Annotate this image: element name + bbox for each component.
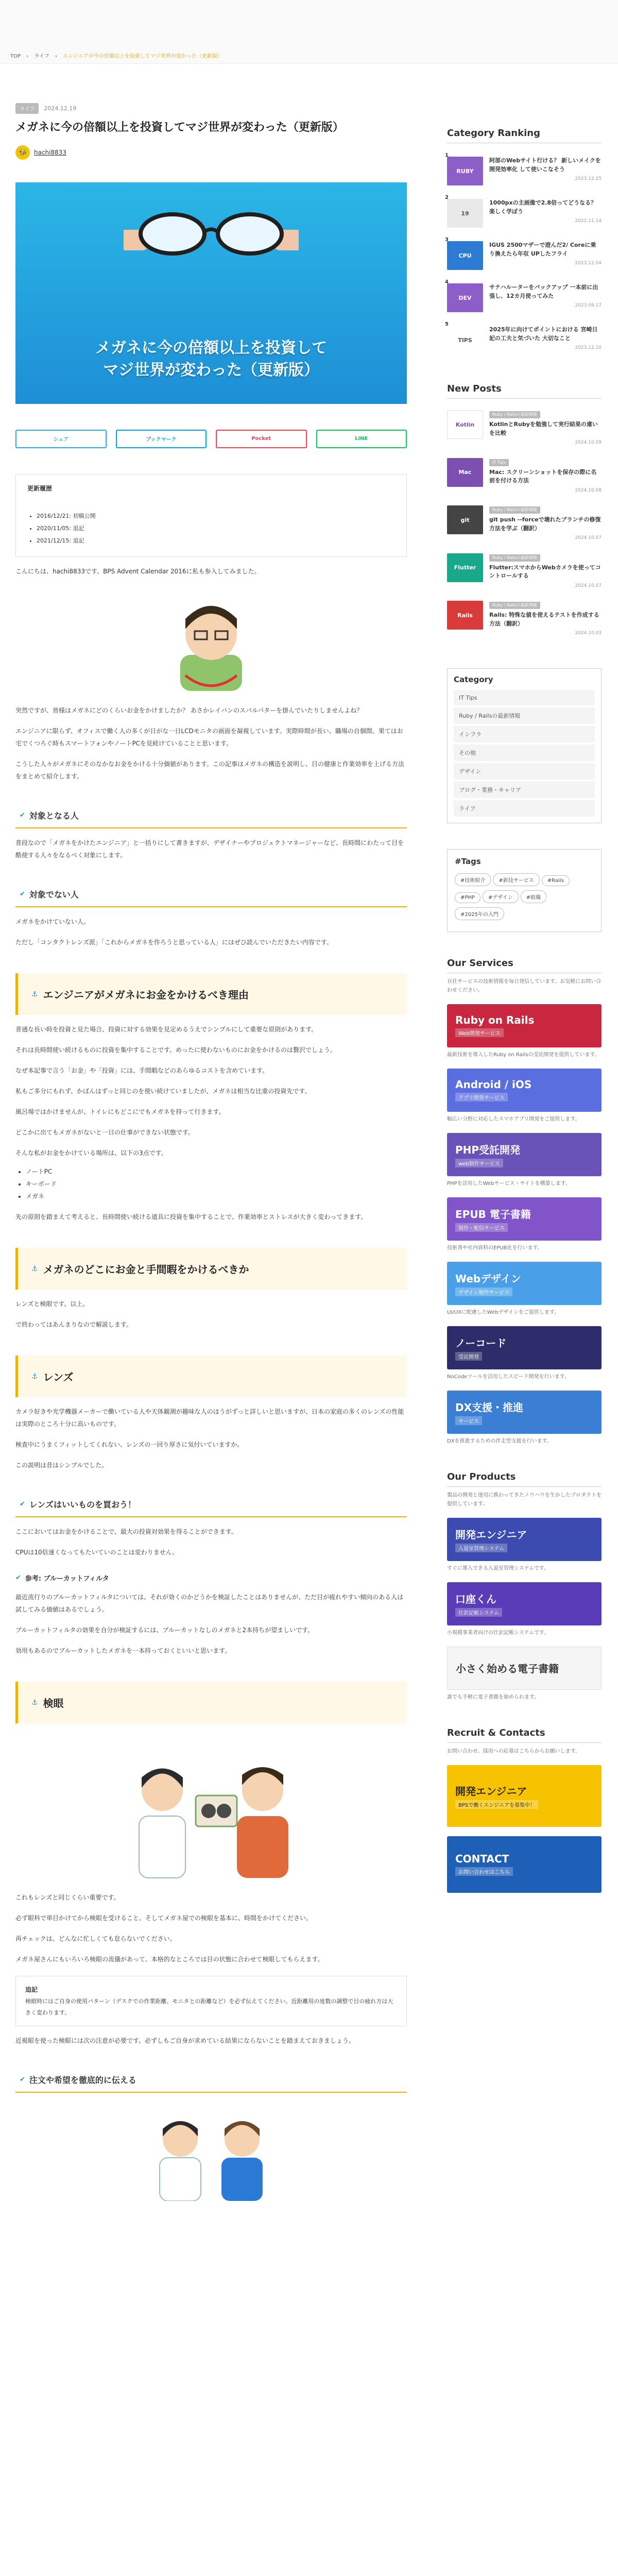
new-post-title[interactable]: git push --forceで壊れたブランチの修復方法を学ぶ（翻訳） bbox=[489, 516, 601, 532]
share-line-button[interactable]: LINE bbox=[316, 430, 407, 448]
paragraph: なぜ本記事で言う「お金」や「投資」には、手間暇などのあらゆるコストを含めています。 bbox=[15, 1067, 269, 1075]
hero-line-2: マジ世界が変わった（更新版） bbox=[103, 361, 319, 380]
breadcrumb-sep: › bbox=[55, 54, 57, 59]
service-banner-sub: デザイン制作サービス bbox=[455, 1287, 512, 1296]
check-icon: ✔ bbox=[20, 1500, 25, 1509]
rank-number: 5 bbox=[445, 321, 449, 327]
ranking-title-text[interactable]: サテハルーターをバックアップ 一本前に出張し、12カ月使ってみた bbox=[489, 284, 598, 299]
service-banner[interactable] bbox=[447, 1262, 602, 1305]
service-banner-sub: web制作サービス bbox=[455, 1159, 503, 1167]
product-banner-sub: 入退室管理システム bbox=[455, 1544, 507, 1552]
new-post-item[interactable] bbox=[447, 601, 602, 637]
new-post-item[interactable] bbox=[447, 505, 602, 542]
paragraph: 近視眼を使った検眼には次の注意が必要です。必ずしもご自身が求めている結果にならないことを踏まえておきましょう。 bbox=[15, 2037, 355, 2045]
product-banner-title: 開発エンジニア bbox=[455, 1528, 527, 1541]
breadcrumb bbox=[0, 0, 618, 64]
breadcrumb-home[interactable]: TOP bbox=[10, 54, 21, 59]
tag-pill[interactable]: #デザイン bbox=[483, 890, 519, 903]
service-banner-title: Android / iOS bbox=[455, 1078, 532, 1091]
products-title: Our Products bbox=[447, 1471, 602, 1487]
paragraph: 必ず眼科で単目かけてから検眼を受けること。そしてメガネ屋での検眼を基本に、時間をかけてください。 bbox=[15, 1914, 313, 1922]
anchor-icon: ⚓ bbox=[31, 990, 38, 998]
recruit-intro: お問い合わせ、採用への応募はこちらからお願いします。 bbox=[447, 1748, 580, 1754]
new-post-tag[interactable]: Ruby / Railsの最新情報 bbox=[489, 411, 540, 418]
ranking-date: 2023.12.04 bbox=[575, 261, 602, 266]
paragraph: 再チェックは、どんなに忙しくても怠らないでください。 bbox=[15, 1935, 176, 1943]
new-posts-title: New Posts bbox=[447, 383, 602, 399]
tag-pill[interactable]: #新技サービス bbox=[493, 873, 539, 886]
list-item: • ノートPC bbox=[26, 1165, 407, 1178]
new-post-item[interactable] bbox=[447, 553, 602, 590]
ranking-title: Category Ranking bbox=[447, 128, 602, 143]
breadcrumb-cat[interactable]: ライフ bbox=[34, 54, 49, 59]
eye-exam-illustration bbox=[118, 1739, 304, 1883]
paragraph: これもレンズと同じくらい重要です。 bbox=[15, 1894, 120, 1902]
paragraph: CPUは10倍速くなってもたいていのことは変わりません。 bbox=[15, 1549, 179, 1556]
heading-order: ✔ 注文や希望を徹底的に伝える bbox=[15, 2067, 407, 2093]
contact-banner-sub: お問い合わせはこちら bbox=[455, 1867, 513, 1876]
service-banner[interactable] bbox=[447, 1326, 602, 1369]
share-pocket-button[interactable]: Pocket bbox=[216, 430, 307, 448]
tag-pill[interactable]: #技術紹介 bbox=[455, 873, 491, 886]
heading-lens: ⚓ レンズ bbox=[15, 1355, 407, 1397]
anchor-icon: ⚓ bbox=[31, 1264, 38, 1273]
new-post-body bbox=[489, 458, 602, 495]
paragraph: 最近流行りのブルーカットフィルタについては、それが効くのかどうかを検証したことはありませんが、ただ目が疲れやすい傾向のある人は試してみる価値はあるでしょう。 bbox=[15, 1594, 404, 1614]
paragraph: 効用もあるのでブルーカットしたメガネを一本持っておくといいと思います。 bbox=[15, 1647, 231, 1655]
service-banner-title: EPUB 電子書籍 bbox=[455, 1208, 531, 1221]
service-banner[interactable] bbox=[447, 1133, 602, 1176]
new-post-item[interactable] bbox=[447, 458, 602, 495]
post-date: 2024.12.19 bbox=[44, 105, 77, 112]
sidebar bbox=[447, 64, 602, 1893]
service-caption: DXを推進するための伴走型支援を行います。 bbox=[447, 1438, 552, 1444]
category-item[interactable]: デザイン bbox=[454, 763, 595, 779]
tag-pill[interactable]: #PHP bbox=[455, 892, 480, 903]
category-item[interactable]: IT Tips bbox=[454, 690, 595, 705]
category-title: Category bbox=[454, 674, 493, 684]
service-banner-title: PHP受託開発 bbox=[455, 1143, 521, 1156]
avatar: 🐝 bbox=[15, 145, 30, 160]
ranking-item[interactable] bbox=[445, 279, 602, 312]
paragraph: 検査中にうまくフィットしてくれない、レンズの一回り厚さに気付いていますか。 bbox=[15, 1441, 244, 1449]
ranking-date: 2023.12.25 bbox=[575, 176, 602, 181]
service-banner[interactable] bbox=[447, 1069, 602, 1112]
share-twitter-button[interactable]: シェア bbox=[15, 430, 107, 448]
recruit-title: Recruit & Contacts bbox=[447, 1727, 602, 1743]
tag-pill[interactable]: #Rails bbox=[542, 875, 570, 886]
new-post-item[interactable] bbox=[447, 410, 602, 447]
new-post-body bbox=[489, 410, 602, 447]
page-title: メガネに今の倍額以上を投資してマジ世界が変わった（更新版） bbox=[15, 121, 344, 134]
ranking-thumbnail[interactable]: RUBY bbox=[447, 157, 483, 185]
services-title: Our Services bbox=[447, 958, 602, 973]
paragraph: 突然ですが、皆様はメガネにどのくらいお金をかけましたか？ あさかレイバンのスパルパターを掛んでいたりしませんよね？ bbox=[15, 707, 363, 715]
anchor-icon: ⚓ bbox=[31, 1698, 38, 1707]
new-post-thumbnail[interactable]: Flutter bbox=[447, 553, 483, 582]
paragraph: それは長時間使い続けるものに投資を集中することです。めったに使わないものにお金をかけるのは贅沢でしょう。 bbox=[15, 1046, 336, 1054]
ranking-date: 2023.12.10 bbox=[575, 345, 602, 350]
paragraph: で終わってはあんまりなので解説します。 bbox=[15, 1321, 132, 1329]
service-banner[interactable] bbox=[447, 1004, 602, 1047]
ranking-thumbnail[interactable]: TIPS bbox=[447, 326, 483, 354]
tag-pill[interactable]: #組織 bbox=[521, 890, 546, 903]
new-posts-list bbox=[447, 410, 602, 637]
new-post-body bbox=[489, 553, 602, 590]
ranking-body bbox=[489, 283, 602, 312]
paragraph: 普通な長い時を投資と見た場合、投資に対する効果を見定めるうえでシンプルにして重要な原則があります。 bbox=[15, 1026, 318, 1033]
product-banner-title: 小さく始める電子書籍 bbox=[456, 1663, 559, 1675]
service-banner-title: Ruby on Rails bbox=[455, 1014, 535, 1026]
heading-nontarget: ✔ 対象でない人 bbox=[15, 882, 407, 907]
new-post-tag[interactable]: Ruby / Railsの最新情報 bbox=[489, 554, 540, 562]
update-history-title: 更新履歴 bbox=[27, 484, 53, 492]
share-buttons bbox=[15, 430, 407, 448]
paragraph: メガネをかけていない人。 bbox=[15, 918, 90, 926]
callout-label: 追記 bbox=[25, 1986, 38, 1994]
heading-value: ✔ レンズはいいものを買おう！ bbox=[15, 1492, 407, 1517]
share-hatena-button[interactable]: ブックマーク bbox=[116, 430, 207, 448]
recruit-banner-title: 開発エンジニア bbox=[455, 1785, 527, 1798]
ranking-item[interactable] bbox=[445, 195, 602, 228]
service-caption: 最新技術を導入したRuby on Railsの受託開発を提供しています。 bbox=[447, 1052, 600, 1058]
contact-banner-title: CONTACT bbox=[455, 1853, 509, 1865]
product-caption: 誰でも手軽に電子書籍を始められます。 bbox=[447, 1694, 540, 1700]
check-icon: ✔ bbox=[20, 811, 25, 820]
ranking-body bbox=[489, 326, 602, 354]
product-banner[interactable] bbox=[447, 1647, 602, 1690]
new-post-thumbnail[interactable]: Mac bbox=[447, 458, 483, 487]
service-caption: UI/UXに配慮したWebデザインをご提供します。 bbox=[447, 1309, 560, 1315]
new-post-thumbnail[interactable]: git bbox=[447, 505, 483, 534]
tags-title: #Tags bbox=[455, 856, 481, 866]
new-post-date: 2024.10.07 bbox=[575, 583, 602, 588]
new-post-date: 2024.10.08 bbox=[575, 487, 602, 493]
intro-text: こんにちは、hachi8833です。BPS Advent Calendar 2016に私も参入してみました。 bbox=[15, 568, 261, 575]
hero-caption bbox=[15, 337, 407, 382]
services-intro: 自社サービスの技術情報を毎日発信しています。お気軽にお問い合わせください。 bbox=[447, 978, 602, 993]
service-banner-sub: Web開発サービス bbox=[455, 1028, 504, 1037]
tag-pill[interactable]: #2025年の入門 bbox=[455, 907, 504, 920]
ranking-body bbox=[489, 241, 602, 270]
category-item[interactable]: ブログ・業務・キャリア bbox=[454, 782, 595, 798]
new-post-body bbox=[489, 601, 602, 637]
list-item: • 2016/12/21: 初稿公開 bbox=[37, 510, 395, 522]
paragraph: どこかに出てもメガネがないと一日の仕事ができない状態です。 bbox=[15, 1129, 195, 1137]
new-post-title[interactable]: KotlinとRubyを勉強して実行結果の違いを比較 bbox=[489, 421, 598, 436]
new-post-title[interactable]: Rails: 特殊な値を使えるテストを作成する方法（翻訳） bbox=[489, 612, 599, 627]
list-item: • キーボード bbox=[26, 1178, 407, 1190]
check-icon: ✔ bbox=[20, 890, 25, 899]
author-info bbox=[15, 145, 407, 160]
service-banner-sub: 受託開発 bbox=[455, 1352, 482, 1361]
service-banner-title: ノーコード bbox=[455, 1336, 507, 1349]
ranking-body bbox=[489, 157, 602, 185]
ranking-title-text[interactable]: IGUS 2500マザーで遊んだ2/ Coreに乗り換えたら年収 UPしたフライ bbox=[489, 242, 596, 257]
heading-where: ⚓ メガネのどこにお金と手間暇をかけるべきか bbox=[15, 1248, 407, 1290]
ranking-thumbnail[interactable]: 19 bbox=[447, 199, 483, 228]
service-caption: 技術書や社内資料のEPUB化を行います。 bbox=[447, 1245, 543, 1251]
rank-number: 1 bbox=[445, 152, 449, 158]
paragraph: そんな私がお金をかけている場所は、以下の3点です。 bbox=[15, 1149, 167, 1157]
recruit-banner-sub: BPSで働くエンジニアを募集中！ bbox=[455, 1800, 538, 1809]
paragraph: 風呂場ではかけませんが、トイレにもどこにでもメガネを持って行きます。 bbox=[15, 1108, 225, 1116]
new-post-tag[interactable]: Ruby / Railsの最新情報 bbox=[489, 602, 540, 609]
category-item[interactable]: その他 bbox=[454, 744, 595, 761]
update-history bbox=[15, 474, 407, 557]
products-intro: 製品の開発と運用に携わってきたノウハウを生かしたプロダクトを提供しています。 bbox=[447, 1492, 602, 1507]
paragraph: ただし「コンタクトレンズ派」「これからメガネを作ろうと思っている人」にはぜひ読んでいただきたい内容です。 bbox=[15, 939, 333, 946]
list-item: • 2020/11/05: 追記 bbox=[37, 522, 395, 535]
category-badge[interactable]: ライフ bbox=[15, 103, 39, 114]
list-item: • 2021/12/15: 追記 bbox=[37, 535, 395, 547]
paragraph: 先の原則を踏まえて考えると、長時間使い続ける道具に投資を集中することで、作業効率とストレスが大きく変わってきます。 bbox=[15, 1213, 367, 1221]
product-banner-title: 口座くん bbox=[455, 1592, 496, 1605]
callout-text: 検眼時にはご自身の使用パターン（デスクでの作業距離、モニタとの距離など）を必ず伝えてください。近距離用の度数の調整で目の疲れ方は大きく変わります。 bbox=[25, 1998, 393, 2016]
new-post-thumbnail[interactable]: Rails bbox=[447, 601, 483, 630]
rank-number: 2 bbox=[445, 195, 449, 200]
glasses-icon bbox=[124, 203, 299, 260]
product-banner[interactable] bbox=[447, 1518, 602, 1561]
heading-reason: ⚓ エンジニアがメガネにお金をかけるべき理由 bbox=[15, 973, 407, 1015]
service-banner[interactable] bbox=[447, 1197, 602, 1241]
category-item[interactable]: ライフ bbox=[454, 800, 595, 817]
anchor-icon: ⚓ bbox=[31, 1372, 38, 1381]
ranking-thumbnail[interactable]: DEV bbox=[447, 283, 483, 312]
breadcrumb-current: エンジニアが今の倍額以上を投資してマジ世界が変わった（更新版） bbox=[63, 54, 222, 59]
ranking-item[interactable] bbox=[445, 237, 602, 270]
contact-banner[interactable] bbox=[447, 1836, 602, 1893]
ranking-body bbox=[489, 199, 602, 228]
category-item[interactable]: インフラ bbox=[454, 726, 595, 742]
new-post-thumbnail[interactable]: Kotlin bbox=[447, 410, 483, 439]
check-icon: ✔ bbox=[20, 2076, 25, 2084]
service-banner-sub: アプリ開発サービス bbox=[455, 1093, 508, 1101]
person-glasses-illustration bbox=[154, 593, 268, 696]
new-post-title[interactable]: Mac: スクリーンショットを保存の際に名前を付ける方法 bbox=[489, 468, 597, 484]
article-main bbox=[15, 64, 407, 2201]
service-banner-sub: サービス bbox=[455, 1416, 482, 1425]
author-name[interactable]: hachi8833 bbox=[34, 148, 67, 156]
paragraph: ここにおいてはお金をかけることで、最大の投資対効果を得ることができます。 bbox=[15, 1528, 237, 1536]
ranking-item[interactable] bbox=[445, 152, 602, 185]
consultation-illustration bbox=[139, 2108, 283, 2201]
service-caption: 幅広い分野に対応したスマホアプリ開発をご提供します。 bbox=[447, 1116, 580, 1122]
service-banner-title: Webデザイン bbox=[455, 1272, 521, 1285]
product-caption: 小規模事業者向けの仕訳記帳システムです。 bbox=[447, 1630, 550, 1636]
heading-target: ✔ 対象となる人 bbox=[15, 803, 407, 828]
paragraph: ブルーカットフィルタの効果を自分が検証するには、ブルーカットなしのメガネと2本持ちが望ましいです。 bbox=[15, 1626, 314, 1634]
breadcrumb-sep: › bbox=[26, 54, 29, 59]
ranking-date: 2022.11.14 bbox=[575, 218, 602, 224]
new-post-date: 2024.10.09 bbox=[575, 440, 602, 445]
product-banner-sub: 仕訳記帳システム bbox=[455, 1608, 502, 1617]
heading-exam: ⚓ 検眼 bbox=[15, 1682, 407, 1723]
post-meta bbox=[15, 103, 407, 114]
service-banner[interactable] bbox=[447, 1391, 602, 1434]
list-item: • メガネ bbox=[26, 1190, 407, 1202]
new-post-title[interactable]: Flutter:スマホからWebカメラを使ってコントロールする bbox=[489, 564, 601, 579]
ranking-thumbnail[interactable]: CPU bbox=[447, 241, 483, 270]
paragraph: カメラ好きや光学機器メーカーで働いている人や天体観測が趣味な人のほうがずっと詳しいと思いますが、日本の家庭の多くのレンズの性能は実際のところ十分に高いものです。 bbox=[15, 1408, 404, 1428]
ranking-date: 2023.09.17 bbox=[575, 303, 602, 308]
category-item[interactable]: Ruby / Railsの最新情報 bbox=[454, 707, 595, 724]
hero-image bbox=[15, 182, 407, 404]
ranking-list bbox=[445, 152, 602, 354]
service-banner-title: DX支援・推進 bbox=[455, 1401, 524, 1414]
paragraph: 普段なので「メガネをかけたエンジニア」と一括りにして書きますが、デザイナーやプロジェクトマネージャーなど、長時間にわたって目を酷使する人々をなるべく対象にします。 bbox=[15, 839, 404, 859]
ranking-title-text[interactable]: 1000pxの主画像で2.8倍ってどうなる？ 楽しく学ぼう bbox=[489, 199, 597, 215]
recruit-banner[interactable] bbox=[447, 1765, 602, 1827]
new-post-date: 2024.10.07 bbox=[575, 535, 602, 540]
callout-box bbox=[15, 1976, 407, 2026]
new-post-tag[interactable]: Ruby / Railsの最新情報 bbox=[489, 506, 540, 514]
product-banner[interactable] bbox=[447, 1582, 602, 1625]
tool-list bbox=[15, 1165, 407, 1202]
new-post-date: 2024.10.03 bbox=[575, 631, 602, 636]
service-caption: NoCodeツールを活用したスピード開発を行います。 bbox=[447, 1374, 570, 1380]
service-banner-sub: 制作・配信サービス bbox=[455, 1223, 508, 1232]
product-caption: すぐに導入できる入退室管理システムです。 bbox=[447, 1565, 550, 1571]
ranking-title-text[interactable]: 2025年に向けてポイントにおける 宮崎日記の工夫と気づいた 大切なこと bbox=[489, 326, 598, 342]
paragraph: この説明は昔はシンプルでした。 bbox=[15, 1462, 108, 1469]
tags-box bbox=[447, 849, 602, 932]
paragraph: こうした人々がメガネにそのなかなお金をかける十分価値があります。この記事はメガネの構造を説明し、目の健康と作業効率を上げる方法をまとめて紹介します。 bbox=[15, 760, 405, 781]
heading-bluecut: ✔ 参考: ブルーカットフィルタ bbox=[15, 1574, 109, 1583]
rank-number: 3 bbox=[445, 237, 449, 243]
paragraph: 私もご多分にもれず、かばんはずっと同じのを使い続けていましたが、メガネは相当な比重の投資先です。 bbox=[15, 1088, 311, 1095]
ranking-title-text[interactable]: 阿部のWebサイト行ける？ 新しいメイクを開発効率化 して使いこなそう bbox=[489, 157, 601, 173]
new-post-body bbox=[489, 505, 602, 542]
category-box bbox=[447, 668, 602, 823]
ranking-item[interactable] bbox=[445, 321, 602, 354]
paragraph: エンジニアに限らず、オフィスで働く人の多くが日がな一日LCDモニタの画面を凝視しています。実際時間が長い。職場の自個間、果てはお宅でくつろぐ時もスマートフォンやノートPCを見続けていることと思います。 bbox=[15, 727, 403, 748]
paragraph: レンズと検眼です。以上。 bbox=[15, 1300, 89, 1308]
rank-number: 4 bbox=[445, 279, 449, 285]
check-icon: ✔ bbox=[15, 1574, 21, 1582]
hero-line-1: メガネに今の倍額以上を投資して bbox=[95, 338, 327, 357]
paragraph: メガネ屋さんにもいろいろ検眼の流儀があって、本格的なところでは目の状態に合わせて検眼してもらえます。 bbox=[15, 1956, 324, 1963]
service-caption: PHPを活用したWebサービス・サイトを構築します。 bbox=[447, 1180, 571, 1187]
new-post-tag[interactable]: IT Tips bbox=[489, 459, 509, 466]
